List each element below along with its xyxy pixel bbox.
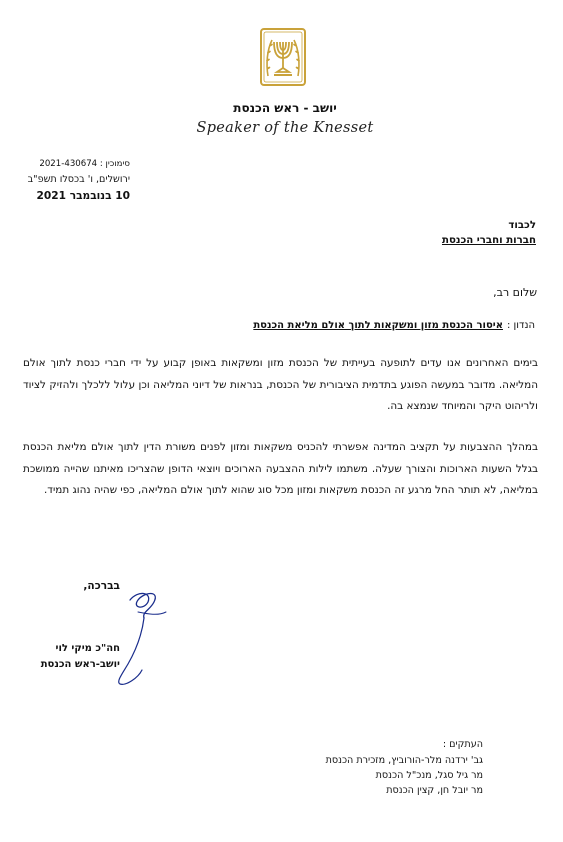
- reference-number: סימוכין : 2021-430674: [39, 159, 130, 169]
- cc-label: העתקים :: [442, 739, 483, 750]
- body-paragraph-2: במהלך ההצבעות על תקציב המדינה אפשרתי להכניס משקאות ומזון לפנים משורת הדין לתוך אולם מליאת הכנסת בגלל השעות הארוכות והצורך שעלה. משתמו לילות ההצבעה הארוכים ויוצאי הדופן שהצריכו מאיתנו שהייה ממושכת במליאה, לא תותר החל מרגע זה הכנסת משקאות ומזון מכל סוג שהוא לתוך אולם המליאה, כפי שהיה נהוג תמיד.: [23, 441, 538, 496]
- greeting: שלום רב,: [493, 286, 537, 299]
- cc-item: גב' ירדנה מלר-הורוביץ, מזכירת הכנסת: [325, 755, 483, 766]
- subject-label: הנדון :: [507, 320, 535, 331]
- signer-title: יושב-ראש הכנסת: [40, 659, 120, 670]
- subject-text: איסור הכנסת מזון ומשקאות לתוך אולם מליאת הכנסת: [253, 320, 503, 331]
- letterhead-title-hebrew: יושב - ראש הכנסת: [233, 101, 337, 115]
- sign-off: בברכה,: [83, 580, 120, 592]
- subject-line: [115, 320, 535, 331]
- letterhead-title-english: Speaker of the Knesset: [196, 120, 374, 136]
- menorah-emblem-icon: [260, 28, 306, 86]
- recipient-label: לכבוד: [508, 220, 536, 231]
- cc-item: מר גיל סגל, מנכ"ל הכנסת: [375, 770, 483, 781]
- date-civil: 10 בנובמבר 2021: [36, 190, 130, 202]
- cc-item: מר יובל חן, קצין הכנסת: [386, 785, 483, 796]
- recipient-name: חברות וחברי הכנסת: [441, 235, 536, 246]
- date-hebrew: ירושלים, ו' בכסלו תשפ"ב: [27, 174, 130, 185]
- signer-name: חה"כ מיקי לוי: [55, 643, 120, 654]
- handwritten-signature: [108, 578, 178, 688]
- body-paragraph-1: בימים האחרונים אנו עדים לתופעה בעייתית של הכנסת מזון ומשקאות באופן קבוע על ידי חברי כנסת לתוך אולם המליאה. מדובר במעשה הפוגע בתדמית הציבורית של הכנסת, בנראות של דיוני המליאה וכן עלול ללכלך ולהזיק לציוד ולריהוט היקר והמיוחד שנמצא בה.: [23, 357, 538, 412]
